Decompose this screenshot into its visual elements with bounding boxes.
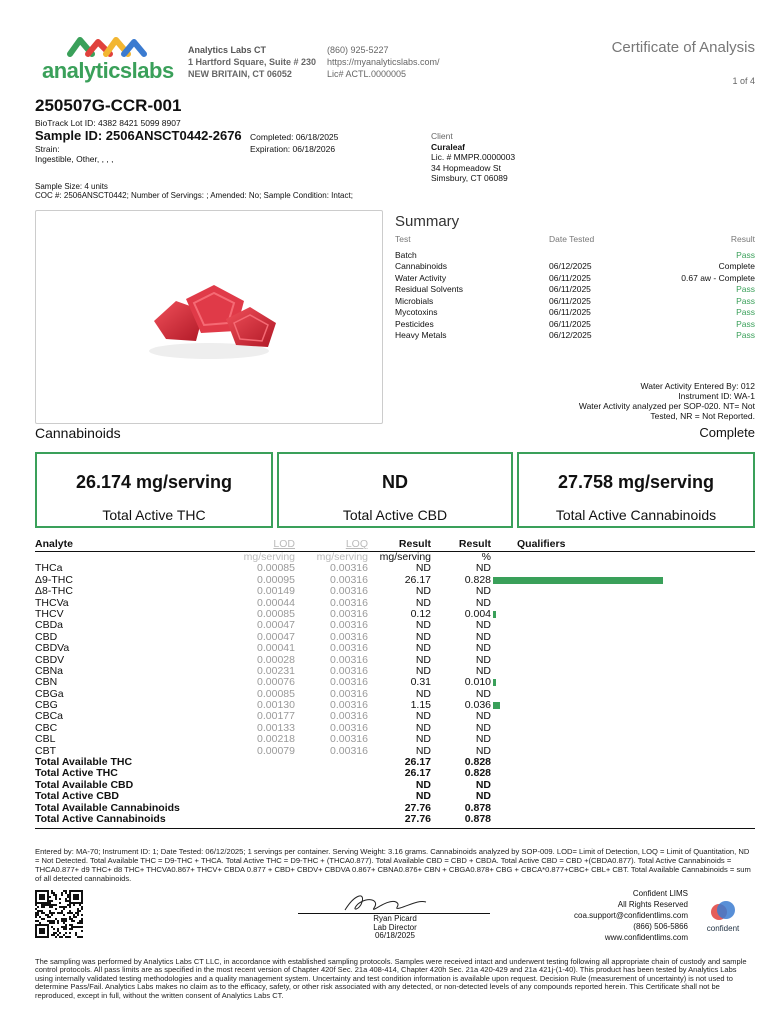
total-label: Total Active CBD [342,507,448,523]
analyte-result-pct: ND [475,619,491,632]
qualifier-cell [491,598,755,609]
qualifier-cell [491,677,755,688]
analyte-result-pct: ND [475,630,491,643]
analyte-row [35,734,755,745]
sample-strain-block [35,144,113,164]
summary-table [395,234,755,342]
client-license: Lic. # MMPR.0000003 [431,152,516,162]
total-result-pct: 0.878 [464,801,491,814]
analyte-result-pct: ND [475,744,491,757]
analyte-name: CBG [35,699,58,712]
analyte-loq: 0.00316 [330,653,368,666]
summary-header-row [395,234,755,246]
analyte-result-pct: ND [475,562,491,575]
analyte-loq: 0.00316 [330,607,368,620]
analyte-loq: 0.00316 [330,585,368,598]
total-name: Total Available THC [35,756,133,769]
signer-name: Ryan Picard [373,914,417,923]
summary-header-result: Result [730,234,755,244]
analyte-result-pct: ND [475,596,491,609]
analyte-result-mg: ND [415,596,431,609]
lab-phone: (860) 925-5227 [327,45,389,55]
analyte-row [35,563,755,574]
total-label: Total Active Cannabinoids [555,507,717,523]
sample-size: Sample Size: 4 units [35,182,108,191]
analyte-result-mg: ND [415,721,431,734]
analyte-row [35,689,755,700]
summary-result: Complete [718,261,755,271]
summary-test: Water Activity [395,272,447,283]
summary-test: Mycotoxins [395,307,438,317]
analyte-name: CBDVa [35,642,70,655]
total-value: 26.174 mg/serving [75,472,233,492]
analyte-row [35,643,755,654]
result-bar [493,679,496,686]
disclaimer: The sampling was performed by Analytics Labs CT LLC, in accordance with established sampling protocols. Samples were received intact and underwent testing following all appropriate chain of custody and sample control protocols. All pass limits are as specified in the most recent version of Chapter 420f Sec. 21a 408-414, Chapter 420h Sec. 21a 420-429 and 21a 421j-(1-40). This product has been tested by Analytics Labs using internally validated testing methodologies and a quality management system. Uncertainty and test condition information is available upon request. Decision Rule (measurement of uncertainty) is not used to determine Pass/Fail. Analytics Labs makes no claim as to the efficacy, safety, or other risk associated with any detected, or non-detected levels of any compounds reported herein. This Certificate shall not be reproduced, except in full, without the written consent of Analytics Labs CT. [35,957,747,1000]
result-bar [493,702,500,709]
analyte-lod: 0.00085 [257,607,295,620]
qualifier-cell [491,620,755,631]
table-divider [35,828,755,829]
analyte-result-mg: ND [415,619,431,632]
analyte-lod: 0.00041 [257,642,295,655]
signer-block [300,915,490,941]
qualifier-cell [491,609,755,620]
summary-result: Pass [736,307,755,317]
product-photo [35,210,383,424]
analyte-name: Δ8-THC [35,585,73,598]
analyte-row [35,620,755,631]
analyte-row [35,575,755,586]
summary-result: Pass [736,295,755,306]
total-result-mg: 26.17 [404,767,431,780]
total-name: Total Available CBD [35,778,134,791]
qualifier-cell [491,711,755,722]
summary-header-test: Test [395,234,411,244]
total-result-pct: 0.828 [464,756,491,769]
analyte-result-pct: ND [475,721,491,734]
confident-logo-text: confident [706,924,740,933]
analyte-lod: 0.00133 [257,721,295,734]
client-address1: 34 Hopmeadow St [431,162,501,173]
analyte-result-pct: ND [475,664,491,677]
analyte-result-pct: ND [475,687,491,700]
qualifier-cell [491,563,755,574]
header-result-pct: Result [458,538,491,550]
total-value: 27.758 mg/serving [557,472,715,492]
analyte-name: CBGa [35,687,64,700]
analyte-result-mg: ND [415,653,431,666]
analyte-result-mg: ND [415,687,431,700]
qualifier-cell [491,632,755,643]
total-result-mg: 27.76 [404,801,431,814]
analyte-row [35,746,755,757]
analyte-name: CBCa [35,710,64,723]
summary-result: Pass [736,284,755,294]
analyte-lod: 0.00047 [257,619,295,632]
analyte-result-mg: ND [415,744,431,757]
total-result-mg: 26.17 [404,756,431,769]
analyte-lod: 0.00044 [257,596,295,609]
analyte-result-pct: 0.010 [464,676,491,689]
biotrack-lot-id: BioTrack Lot ID: 4382 8421 5099 8907 [35,118,181,128]
total-result-pct: ND [475,790,491,803]
summary-row [395,250,755,262]
analyte-row [35,723,755,734]
analyte-loq: 0.00316 [330,721,368,734]
analyte-name: CBDa [35,619,64,632]
lab-license: Lic# ACTL.0000005 [327,69,407,79]
result-bar [493,611,496,618]
analyte-lod: 0.00149 [257,585,295,598]
analyte-result-mg: 26.17 [404,573,431,586]
summary-result: 0.67 aw - Complete [681,272,755,283]
client-name: Curaleaf [431,141,466,152]
summary-result: Pass [736,330,755,340]
qualifier-cell [491,689,755,700]
analyte-lod: 0.00130 [257,699,295,712]
summary-title: Summary [395,213,460,230]
summary-date: 06/11/2025 [549,295,591,306]
qualifier-cell [491,700,755,711]
analyte-result-pct: ND [475,642,491,655]
qualifier-cell [491,655,755,666]
analyte-row [35,609,755,620]
analyte-loq: 0.00316 [330,642,368,655]
analyte-table [35,539,755,825]
summary-date: 06/11/2025 [549,272,591,283]
total-row [35,791,755,802]
page-number: 1 of 4 [732,76,755,86]
cannabinoids-title: Cannabinoids [35,425,121,441]
expiration-date: Expiration: 06/18/2026 [250,144,336,154]
summary-date: 06/11/2025 [549,307,591,317]
total-row [35,814,755,825]
summary-row [395,284,755,296]
analyte-result-mg: 0.31 [410,676,431,689]
lab-info [188,44,316,80]
lims-phone: (866) 506-5866 [633,922,688,931]
summary-date: 06/11/2025 [549,284,591,294]
analyticslabs-logo [40,36,180,88]
summary-test: Cannabinoids [395,261,447,271]
summary-test: Microbials [395,295,434,306]
signer-date: 06/18/2025 [374,931,416,940]
total-active-cbd-box [277,452,513,528]
analyte-name: CBT [35,744,56,757]
header-result-mg: Result [398,538,431,550]
analyte-row [35,632,755,643]
total-row [35,757,755,768]
analyte-result-mg: ND [415,664,431,677]
total-active-cannabinoids-box [517,452,755,528]
analyte-lod: 0.00079 [257,744,295,757]
total-name: Total Available Cannabinoids [35,801,180,814]
qualifier-cell [491,723,755,734]
total-name: Total Active THC [35,767,118,780]
lims-line: Confident LIMS [632,889,688,898]
analyte-loq: 0.00316 [330,687,368,700]
water-note-line: Water Activity Entered By: 012 [640,381,755,391]
analyte-result-mg: ND [415,642,431,655]
analyte-name: CBC [35,721,58,734]
summary-date: 06/12/2025 [549,330,592,340]
water-activity-note [520,381,755,421]
client-block [431,131,515,184]
analyte-result-pct: ND [475,710,491,723]
total-name: Total Active CBD [35,790,120,803]
lims-block [560,888,688,943]
analyte-row [35,700,755,711]
unit-cell: mg/serving [243,551,295,563]
signer-title: Lab Director [373,922,417,932]
cannabinoid-footnote: Entered by: MA-70; Instrument ID: 1; Date Tested: 06/12/2025; 1 servings per container. Serving Weight: 3.16 grams. Cannabinoids analyzed by SOP-009. LOD= Limit of Detection, LOQ = Limit of Quantitation, ND = Not Detected. Total Available THC = D9-THC + THCA. Total Active THC = D9-THC + (THCA0.877). Total Available CBD = CBD + CBDA. Total Active CBD = CBD +(CBDA0.877). Total Active Cannabinoids = THCA0.877+ d9 THC+ d8 THC+ THCVA0.867+ THCV+ CBDA 0.877 + CBD+ CBDV+ CBDVA 0.867+ CBNA0.876+ CBN + CBGA0.878+ CBG + CBCA*0.877+CBC+ CBL+ CBT. Total Available Cannabinoids = sum of all detected cannabinoids. [35,847,751,883]
water-note-line: Water Activity analyzed per SOP-020. NT= Not [578,401,755,411]
analyte-name: CBL [35,733,56,746]
lab-address2: NEW BRITAIN, CT 06052 [188,69,292,79]
total-result-mg: ND [415,778,431,791]
cannabinoids-status: Complete [699,425,755,440]
total-result-mg: 27.76 [404,812,431,825]
analyte-result-pct: 0.004 [464,607,491,620]
analyte-row [35,666,755,677]
summary-test: Batch [395,249,417,260]
analyte-lod: 0.00076 [257,676,295,689]
analyte-row [35,677,755,688]
lab-website[interactable]: https://myanalyticslabs.com/ [327,57,440,67]
document-title: Certificate of Analysis [611,39,755,56]
analyte-result-pct: 0.036 [464,699,491,712]
analyte-lod: 0.00028 [257,653,295,666]
coc-info: COC #: 2506ANSCT0442; Number of Servings: ; Amended: No; Sample Condition: Intact; [35,191,353,200]
analyte-result-pct: ND [475,653,491,666]
total-row [35,780,755,791]
analyte-result-mg: 0.12 [410,607,431,620]
unit-cell: mg/serving [316,551,368,563]
analyte-lod: 0.00231 [257,664,295,677]
completed-date: Completed: 06/18/2025 [250,132,339,142]
summary-row [395,319,755,331]
water-note-line: Tested, NR = Not Reported. [650,411,755,421]
strain-label: Strain: [35,144,60,154]
analyte-result-pct: 0.828 [464,573,491,586]
analyte-loq: 0.00316 [330,664,368,677]
analyte-loq: 0.00316 [330,733,368,746]
analyte-lod: 0.00085 [257,562,295,575]
lims-website[interactable]: www.confidentlims.com [604,933,688,942]
total-label: Total Active THC [102,507,206,523]
analyte-loq: 0.00316 [330,710,368,723]
qr-code[interactable] [35,890,83,938]
total-name: Total Active Cannabinoids [35,812,166,825]
lab-address1: 1 Hartford Square, Suite # 230 [188,57,317,67]
summary-row [395,261,755,273]
client-address2: Simsbury, CT 06089 [431,173,508,183]
client-label: Client [431,131,453,141]
analyte-loq: 0.00316 [330,573,368,586]
analyte-lod: 0.00218 [257,733,295,746]
analyte-lod: 0.00095 [257,573,295,586]
analyte-name: CBN [35,676,58,689]
unit-cell: % [481,551,491,563]
lab-name: Analytics Labs CT [188,45,267,55]
analyte-lod: 0.00085 [257,687,295,700]
analyte-name: Δ9-THC [35,573,73,586]
summary-row [395,307,755,319]
lab-contact [327,44,440,80]
batch-id: 250507G-CCR-001 [35,96,182,115]
analyte-row [35,586,755,597]
analyte-name: THCa [35,562,63,575]
qualifier-cell [491,586,755,597]
analyte-result-mg: ND [415,733,431,746]
result-bar [493,577,663,584]
analyte-result-pct: ND [475,585,491,598]
summary-date: 06/12/2025 [549,261,592,271]
sample-id: Sample ID: 2506ANSCT0442-2676 [35,128,242,143]
analyte-result-mg: ND [415,630,431,643]
logo-text: analyticslabs [42,58,174,83]
analyte-loq: 0.00316 [330,699,368,712]
header-qualifiers: Qualifiers [517,538,566,550]
analyte-row [35,598,755,609]
qualifier-cell [491,666,755,677]
total-value: ND [382,472,408,492]
sample-type: Ingestible, Other, , , , [35,154,114,164]
summary-row [395,273,755,285]
analyte-name: CBNa [35,664,64,677]
analyte-name: CBD [35,630,58,643]
analyte-name: THCV [35,607,64,620]
total-result-pct: 0.828 [464,767,491,780]
analyte-name: THCVa [35,596,69,609]
analyte-lod: 0.00047 [257,630,295,643]
qualifier-cell [491,643,755,654]
analyte-row [35,655,755,666]
analyte-result-mg: ND [415,585,431,598]
total-result-pct: 0.878 [464,812,491,825]
analyte-loq: 0.00316 [330,562,368,575]
summary-test: Pesticides [395,318,434,329]
analyte-loq: 0.00316 [330,676,368,689]
qualifier-cell [491,734,755,745]
lims-email[interactable]: coa.support@confidentlims.com [574,911,688,920]
analyte-name: CBDV [35,653,65,666]
analyte-loq: 0.00316 [330,744,368,757]
summary-test: Heavy Metals [395,330,447,340]
analyte-lod: 0.00177 [257,710,295,723]
water-note-line: Instrument ID: WA-1 [678,391,755,401]
summary-date [549,250,659,262]
total-result-pct: ND [475,778,491,791]
total-active-thc-box [35,452,273,528]
sample-size-block [35,182,353,200]
total-result-mg: ND [415,790,431,803]
analyte-result-mg: 1.15 [410,699,431,712]
lims-line: All Rights Reserved [617,900,688,909]
header-analyte: Analyte [35,538,73,550]
analyte-loq: 0.00316 [330,619,368,632]
summary-result: Pass [736,249,755,260]
header-loq: LOQ [345,538,368,550]
analyte-result-pct: ND [475,733,491,746]
summary-date: 06/11/2025 [549,318,591,329]
qualifier-cell [491,746,755,757]
summary-row [395,330,755,342]
summary-header-date: Date Tested [549,234,595,244]
summary-result: Pass [736,318,755,329]
unit-cell: mg/serving [379,551,431,563]
analyte-result-mg: ND [415,562,431,575]
total-row [35,768,755,779]
analyte-row [35,711,755,722]
analyte-result-mg: ND [415,710,431,723]
units-row [35,552,755,563]
analyte-loq: 0.00316 [330,596,368,609]
summary-test: Residual Solvents [395,284,464,294]
qualifier-cell [491,575,755,586]
summary-row [395,296,755,308]
header-lod: LOD [273,538,295,550]
analyte-loq: 0.00316 [330,630,368,643]
sample-dates [250,131,338,155]
